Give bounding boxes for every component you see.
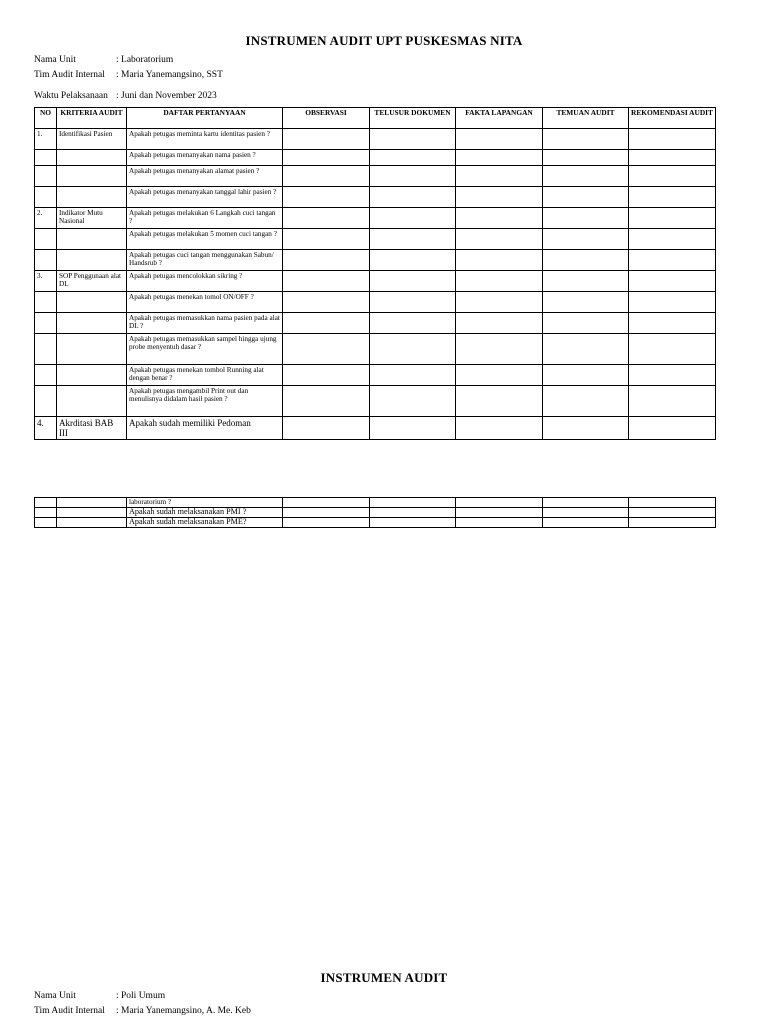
header-pertanyaan: DAFTAR PERTANYAAN — [127, 108, 283, 129]
cell-telusur[interactable] — [370, 229, 456, 250]
meta-value: : Juni dan November 2023 — [116, 91, 217, 101]
cell-no — [35, 508, 57, 518]
meta-label: Tim Audit Internal — [34, 70, 105, 80]
table-row — [35, 271, 716, 292]
cell-telusur[interactable] — [370, 518, 456, 528]
cell-rekomendasi[interactable] — [629, 229, 716, 250]
cell-rekomendasi[interactable] — [629, 271, 716, 292]
cell-temuan[interactable] — [543, 187, 629, 208]
header-temuan: TEMUAN AUDIT — [543, 108, 629, 129]
meta-tim-audit-2 — [34, 1006, 251, 1017]
meta-label: Waktu Pelaksanaan — [34, 91, 108, 101]
cell-pertanyaan: Apakah petugas menekan tomol ON/OFF ? — [127, 292, 283, 313]
cell-rekomendasi[interactable] — [629, 508, 716, 518]
cell-observasi[interactable] — [283, 334, 370, 365]
cell-temuan[interactable] — [543, 365, 629, 386]
cell-observasi[interactable] — [283, 150, 370, 166]
cell-temuan[interactable] — [543, 508, 629, 518]
cell-no — [35, 250, 57, 271]
cell-kriteria: SOP Penggunaan alat DL — [57, 271, 127, 292]
cell-rekomendasi[interactable] — [629, 518, 716, 528]
cell-no — [35, 334, 57, 365]
cell-pertanyaan: Apakah petugas memasukkan sampel hingga ujung probe menyentuh dasar ? — [127, 334, 283, 365]
table-row — [35, 313, 716, 334]
cell-telusur[interactable] — [370, 334, 456, 365]
cell-rekomendasi[interactable] — [629, 313, 716, 334]
cell-pertanyaan: Apakah sudah melaksanakan PME? — [127, 518, 283, 528]
cell-observasi[interactable] — [283, 271, 370, 292]
cell-kriteria — [57, 365, 127, 386]
meta-value: : Laboratorium — [116, 55, 174, 65]
cell-telusur[interactable] — [370, 129, 456, 150]
meta-nama-unit-2 — [34, 991, 165, 1002]
cell-temuan[interactable] — [543, 166, 629, 187]
table-row — [35, 386, 716, 417]
cell-telusur[interactable] — [370, 271, 456, 292]
cell-no — [35, 187, 57, 208]
cell-kriteria — [57, 313, 127, 334]
cell-observasi[interactable] — [283, 508, 370, 518]
header-rekomendasi: REKOMENDASI AUDIT — [629, 108, 716, 129]
cell-kriteria: Indikator Mutu Nasional — [57, 208, 127, 229]
cell-observasi[interactable] — [283, 292, 370, 313]
cell-rekomendasi[interactable] — [629, 498, 716, 508]
cell-no — [35, 229, 57, 250]
cell-rekomendasi[interactable] — [629, 129, 716, 150]
cell-kriteria — [57, 386, 127, 417]
cell-no — [35, 150, 57, 166]
cell-rekomendasi[interactable] — [629, 334, 716, 365]
cell-kriteria — [57, 229, 127, 250]
cell-kriteria — [57, 334, 127, 365]
cell-kriteria — [57, 508, 127, 518]
cell-pertanyaan: Apakah sudah memiliki Pedoman — [127, 417, 283, 440]
document-title: INSTRUMEN AUDIT UPT PUSKESMAS NITA — [245, 33, 523, 48]
cell-kriteria — [57, 518, 127, 528]
cell-fakta[interactable] — [456, 508, 543, 518]
cell-no — [35, 365, 57, 386]
header-observasi: OBSERVASI — [283, 108, 370, 129]
cell-observasi[interactable] — [283, 229, 370, 250]
cell-telusur[interactable] — [370, 508, 456, 518]
cell-rekomendasi[interactable] — [629, 208, 716, 229]
cell-temuan[interactable] — [543, 208, 629, 229]
table-row — [35, 365, 716, 386]
cell-fakta[interactable] — [456, 187, 543, 208]
cell-rekomendasi[interactable] — [629, 150, 716, 166]
table-row — [35, 229, 716, 250]
cell-pertanyaan: Apakah petugas melakukan 6 Langkah cuci tangan ? — [127, 208, 283, 229]
cell-telusur[interactable] — [370, 498, 456, 508]
table-row — [35, 334, 716, 365]
cell-kriteria — [57, 166, 127, 187]
cell-rekomendasi[interactable] — [629, 292, 716, 313]
cell-kriteria: Identifikasi Pasien — [57, 129, 127, 150]
cell-fakta[interactable] — [456, 292, 543, 313]
cell-telusur[interactable] — [370, 292, 456, 313]
meta-waktu — [34, 91, 217, 102]
cell-observasi[interactable] — [283, 250, 370, 271]
cell-temuan[interactable] — [543, 334, 629, 365]
cell-no: 4. — [35, 417, 57, 440]
cell-fakta[interactable] — [456, 208, 543, 229]
table-row — [35, 129, 716, 150]
cell-no: 3. — [35, 271, 57, 292]
header-kriteria: KRITERIA AUDIT — [57, 108, 127, 129]
cell-kriteria — [57, 150, 127, 166]
table-row — [35, 150, 716, 166]
cell-rekomendasi[interactable] — [629, 166, 716, 187]
cell-pertanyaan: Apakah petugas mengambil Print out dan menulisnya didalam hasil pasien ? — [127, 386, 283, 417]
cell-telusur[interactable] — [370, 386, 456, 417]
cell-observasi[interactable] — [283, 417, 370, 440]
cell-fakta[interactable] — [456, 417, 543, 440]
header-telusur: TELUSUR DOKUMEN — [370, 108, 456, 129]
cell-telusur[interactable] — [370, 150, 456, 166]
cell-temuan[interactable] — [543, 498, 629, 508]
meta-value: : Maria Yanemangsino, SST — [116, 70, 223, 80]
cell-fakta[interactable] — [456, 334, 543, 365]
cell-rekomendasi[interactable] — [629, 417, 716, 440]
cell-observasi[interactable] — [283, 187, 370, 208]
table-row — [35, 208, 716, 229]
cell-telusur[interactable] — [370, 166, 456, 187]
meta-value: : Maria Yanemangsino, A. Me. Keb — [116, 1006, 251, 1016]
cell-temuan[interactable] — [543, 129, 629, 150]
cell-kriteria — [57, 498, 127, 508]
cell-pertanyaan: Apakah petugas mencolokkan sikring ? — [127, 271, 283, 292]
cell-fakta[interactable] — [456, 129, 543, 150]
table-row — [35, 187, 716, 208]
cell-rekomendasi[interactable] — [629, 365, 716, 386]
cell-observasi[interactable] — [283, 166, 370, 187]
cell-pertanyaan: Apakah petugas menanyakan nama pasien ? — [127, 150, 283, 166]
cell-pertanyaan: Apakah petugas cuci tangan menggunakan Sabun/ Handsrub ? — [127, 250, 283, 271]
meta-nama-unit — [34, 55, 173, 66]
cell-fakta[interactable] — [456, 166, 543, 187]
audit-table-continued — [34, 497, 716, 528]
cell-observasi[interactable] — [283, 518, 370, 528]
cell-no — [35, 386, 57, 417]
cell-telusur[interactable] — [370, 313, 456, 334]
cell-fakta[interactable] — [456, 229, 543, 250]
cell-telusur[interactable] — [370, 187, 456, 208]
cell-fakta[interactable] — [456, 365, 543, 386]
table-row — [35, 417, 716, 440]
meta-value: : Poli Umum — [116, 991, 166, 1001]
cell-temuan[interactable] — [543, 292, 629, 313]
cell-temuan[interactable] — [543, 229, 629, 250]
meta-label: Nama Unit — [34, 991, 76, 1001]
cell-observasi[interactable] — [283, 498, 370, 508]
cell-temuan[interactable] — [543, 417, 629, 440]
cell-kriteria — [57, 250, 127, 271]
cell-kriteria — [57, 187, 127, 208]
cell-temuan[interactable] — [543, 250, 629, 271]
cell-pertanyaan: Apakah petugas menekan tombol Running alat dengan benar ? — [127, 365, 283, 386]
table-row — [35, 166, 716, 187]
cell-no — [35, 292, 57, 313]
cell-fakta[interactable] — [456, 250, 543, 271]
cell-telusur[interactable] — [370, 208, 456, 229]
cell-telusur[interactable] — [370, 250, 456, 271]
header-fakta: FAKTA LAPANGAN — [456, 108, 543, 129]
table-row — [35, 498, 716, 508]
cell-no — [35, 518, 57, 528]
cell-temuan[interactable] — [543, 386, 629, 417]
meta-label: Tim Audit Internal — [34, 1006, 105, 1016]
cell-observasi[interactable] — [283, 365, 370, 386]
document-title-2: INSTRUMEN AUDIT — [320, 970, 448, 985]
cell-observasi[interactable] — [283, 208, 370, 229]
cell-fakta[interactable] — [456, 518, 543, 528]
cell-pertanyaan: Apakah petugas menanyakan alamat pasien ? — [127, 166, 283, 187]
table-row — [35, 292, 716, 313]
cell-pertanyaan: Apakah petugas melakukan 5 momen cuci tangan ? — [127, 229, 283, 250]
cell-pertanyaan: Apakah petugas memasukkan nama pasien pada alat DL ? — [127, 313, 283, 334]
meta-tim-audit — [34, 70, 223, 81]
cell-observasi[interactable] — [283, 313, 370, 334]
audit-table — [34, 107, 716, 440]
cell-fakta[interactable] — [456, 150, 543, 166]
cell-telusur[interactable] — [370, 417, 456, 440]
cell-no: 2. — [35, 208, 57, 229]
cell-observasi[interactable] — [283, 129, 370, 150]
cell-telusur[interactable] — [370, 365, 456, 386]
cell-kriteria — [57, 292, 127, 313]
cell-observasi[interactable] — [283, 386, 370, 417]
cell-temuan[interactable] — [543, 313, 629, 334]
cell-rekomendasi[interactable] — [629, 386, 716, 417]
table-header-row — [35, 108, 716, 129]
header-no: NO — [35, 108, 57, 129]
cell-no: 1. — [35, 129, 57, 150]
cell-fakta[interactable] — [456, 498, 543, 508]
cell-rekomendasi[interactable] — [629, 187, 716, 208]
cell-no — [35, 498, 57, 508]
table-row — [35, 508, 716, 518]
cell-temuan[interactable] — [543, 150, 629, 166]
cell-rekomendasi[interactable] — [629, 250, 716, 271]
cell-no — [35, 166, 57, 187]
cell-pertanyaan: Apakah sudah melaksanakan PMI ? — [127, 508, 283, 518]
cell-temuan[interactable] — [543, 518, 629, 528]
cell-no — [35, 313, 57, 334]
meta-label: Nama Unit — [34, 55, 76, 65]
cell-fakta[interactable] — [456, 271, 543, 292]
cell-fakta[interactable] — [456, 386, 543, 417]
cell-pertanyaan: laboratorium ? — [127, 498, 283, 508]
cell-kriteria: Akrditasi BAB III — [57, 417, 127, 440]
cell-pertanyaan: Apakah petugas menanyakan tanggal lahir pasien ? — [127, 187, 283, 208]
table-row — [35, 518, 716, 528]
cell-pertanyaan: Apakah petugas meminta kartu identitas pasien ? — [127, 129, 283, 150]
table-row — [35, 250, 716, 271]
cell-fakta[interactable] — [456, 313, 543, 334]
cell-temuan[interactable] — [543, 271, 629, 292]
